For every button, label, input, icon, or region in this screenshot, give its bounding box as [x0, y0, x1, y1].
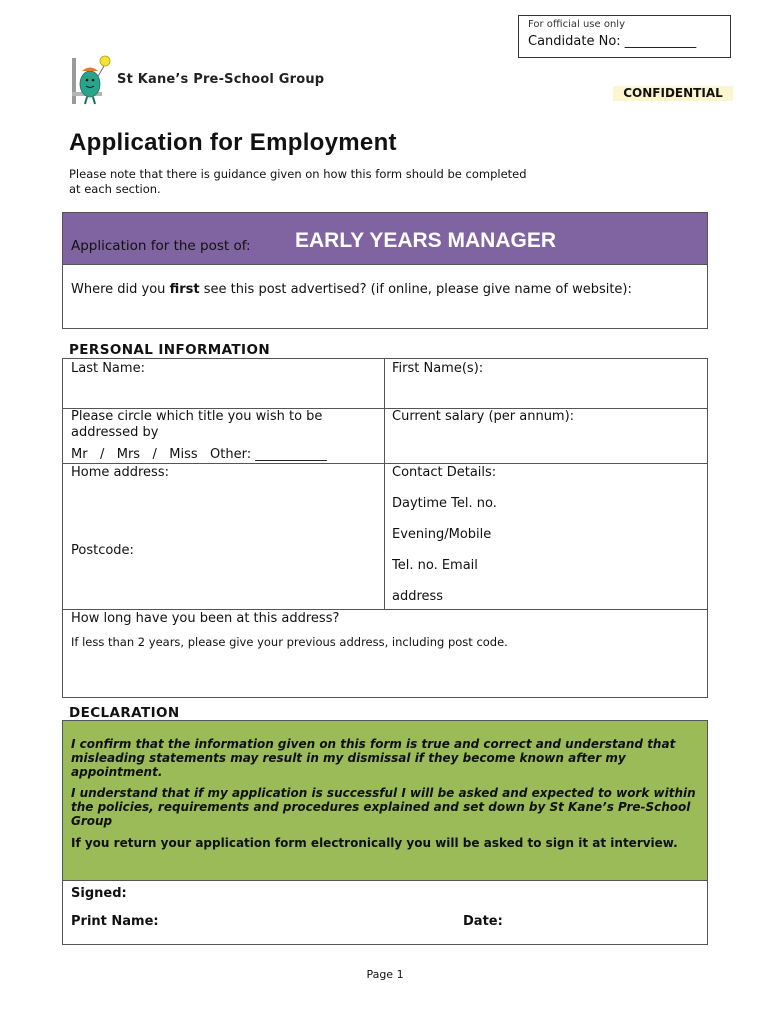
current-salary-field[interactable]: Current salary (per annum): [392, 409, 575, 424]
confidential-badge: CONFIDENTIAL [613, 86, 733, 101]
declaration-paragraph-1: I confirm that the information given on this form is true and correct and understand that misleading statements may result in my dismissal if they become known after my appointment. [71, 737, 676, 779]
contact-details-label: Contact Details: [392, 465, 497, 480]
declaration-section [62, 720, 708, 945]
evening-mobile-field[interactable]: Evening/Mobile [392, 527, 492, 542]
personal-info-heading: PERSONAL INFORMATION [69, 342, 271, 358]
home-address-field[interactable]: Home address: [71, 465, 169, 480]
time-at-address-field[interactable]: How long have you been at this address? [71, 611, 340, 626]
page-title: Application for Employment [69, 129, 397, 156]
post-title: EARLY YEARS MANAGER [295, 229, 557, 252]
post-label: Application for the post of: [71, 238, 251, 254]
intro-note: Please note that there is guidance given on how this form should be completed at each section. [69, 167, 527, 196]
title-options[interactable]: Mr / Mrs / Miss Other: ___________ [71, 447, 327, 462]
page-number: Page 1 [366, 968, 404, 981]
advert-question-end: see this post advertised? (if online, please give name of website): [199, 282, 632, 297]
daytime-tel-field[interactable]: Daytime Tel. no. [392, 496, 497, 511]
title-prompt: Please circle which title you wish to be addressed by [71, 409, 323, 440]
advert-source-field[interactable] [71, 282, 632, 297]
print-name-field[interactable]: Print Name: [71, 914, 159, 929]
organisation-name: St Kane’s Pre-School Group [117, 72, 325, 87]
last-name-field[interactable]: Last Name: [71, 361, 145, 376]
postcode-field[interactable]: Postcode: [71, 543, 134, 558]
personal-info-table [62, 358, 708, 698]
tel-email-field[interactable]: Tel. no. Email [392, 558, 478, 573]
declaration-paragraph-2: I understand that if my application is successful I will be asked and expected to work within the policies, requirements and procedures explained and set down by St Kane’s Pre-School Group [71, 786, 696, 828]
post-section [62, 212, 708, 329]
email-address-field[interactable]: address [392, 589, 444, 604]
advert-question-start: Where did you [71, 282, 170, 297]
candidate-number-field[interactable]: Candidate No: ___________ [528, 34, 697, 49]
child-mascot-logo-icon [70, 54, 116, 106]
date-field[interactable]: Date: [463, 914, 503, 929]
declaration-heading: DECLARATION [69, 705, 180, 721]
signature-field[interactable]: Signed: [71, 886, 127, 901]
first-names-field[interactable]: First Name(s): [392, 361, 484, 376]
post-header [63, 213, 707, 265]
declaration-statement [63, 721, 707, 881]
previous-address-field[interactable]: If less than 2 years, please give your previous address, including post code. [71, 635, 508, 649]
official-use-label: For official use only [528, 19, 625, 30]
advert-question-emphasis: first [169, 282, 200, 297]
declaration-paragraph-3: If you return your application form electronically you will be asked to sign it at interview. [71, 836, 678, 850]
official-use-box [518, 15, 731, 58]
